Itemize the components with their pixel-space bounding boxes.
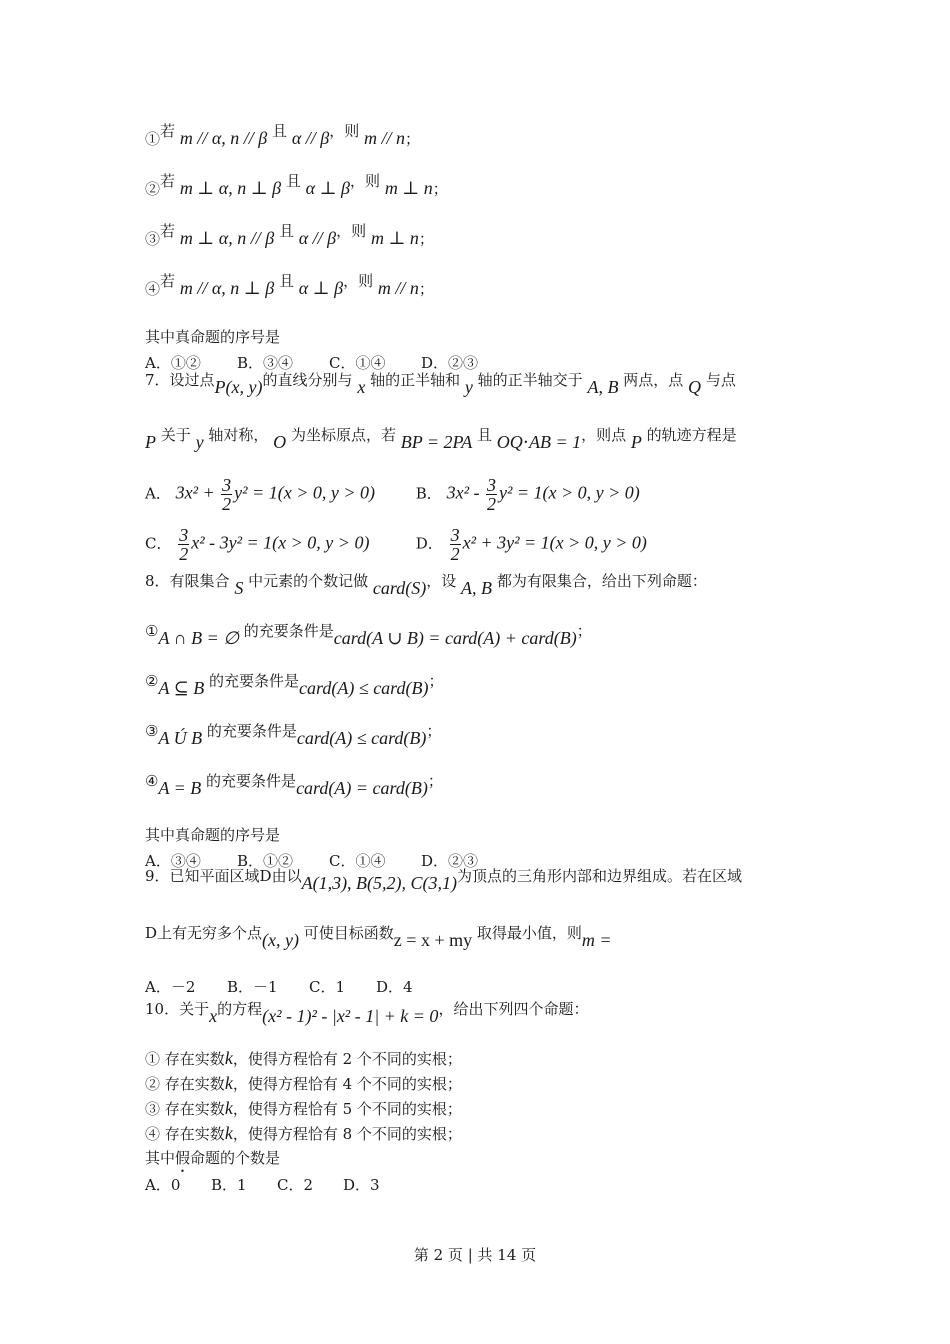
q6-prompt: 其中真命题的序号是 (145, 328, 281, 346)
q10-prop-1: ① 存在实数k，使得方程恰有 2 个不同的实根； (145, 1048, 462, 1068)
q8-option-c: C．①④ (329, 852, 386, 870)
q8-prop-1: ①A ∩ B = ∅ 的充要条件是card(A ∪ B) = card(A) + card(B)； (145, 622, 592, 648)
q9-option-c: C．1 (309, 978, 346, 996)
q7-option-d: D． $\frac{3}{2}$ x² + 3y² = 1(x > 0, y > 0) (415, 525, 647, 564)
q6-option-c: C．①④ (329, 354, 386, 372)
q7-options-row-1 (145, 476, 640, 513)
q10-option-b: B．1 (211, 1176, 247, 1194)
q10-options (145, 1174, 380, 1195)
q9-options (145, 976, 413, 997)
q8-option-a: A．③④ (145, 852, 201, 870)
q8-option-d: D．②③ (421, 852, 479, 870)
q9-stem-line-1: 9．已知平面区域D由以A(1,3), B(5,2), C(3,1)为顶点的三角形内部和边界组成。若在区域 (145, 867, 743, 893)
q6-option-d: D．②③ (421, 354, 479, 372)
q10-option-a: A．0 (145, 1176, 181, 1194)
q7-option-c: C． $\frac{3}{2}$ x² - 3y² = 1(x > 0, y > 0) (145, 525, 370, 564)
q8-prop-4: ④A = B 的充要条件是card(A) = card(B)； (145, 772, 443, 798)
q7-stem-line-2: P 关于 y 轴对称， O 为坐标原点，若 BP = 2PA 且 OQ⋅AB = 1，则点 P 的轨迹方程是 (145, 426, 737, 452)
q6-prop-3: ③若 m ⊥ α, n // β 且 α // β，则 m ⊥ n； (145, 222, 434, 248)
q10-prop-2: ② 存在实数k，使得方程恰有 4 个不同的实根； (145, 1073, 462, 1093)
q9-option-d: D．4 (376, 978, 413, 996)
q8-prompt: 其中真命题的序号是 (145, 826, 281, 844)
q7-option-b: B． 3x² - $\frac{3}{2}$ y² = 1(x > 0, y > 0) (415, 475, 640, 514)
q8-stem: 8．有限集合 S 中元素的个数记做 card(S)，设 A, B 都为有限集合，给出下列命题： (145, 572, 707, 598)
q10-option-c: C．2 (277, 1176, 314, 1194)
page-footer: 第 2 页 | 共 14 页 (413, 1246, 537, 1264)
q6-options (145, 352, 478, 373)
q6-option-a: A．①② (145, 354, 201, 372)
q6-prop-4: ④若 m // α, n ⊥ β 且 α ⊥ β，则 m // n； (145, 272, 434, 298)
q7-options-row-2 (145, 526, 647, 563)
q6-prop-2: ②若 m ⊥ α, n ⊥ β 且 α ⊥ β，则 m ⊥ n； (145, 172, 448, 198)
q7-stem-line-1: 7．设过点P(x, y)的直线分别与 x 轴的正半轴和 y 轴的正半轴交于 A, B 两点，点 Q 与点 (145, 371, 736, 397)
q10-prop-3: ③ 存在实数k，使得方程恰有 5 个不同的实根； (145, 1098, 462, 1118)
q10-option-d: D．3 (343, 1176, 380, 1194)
q6-option-b: B．③④ (237, 354, 294, 372)
q10-prompt: 其中假命题的个数是 (145, 1149, 281, 1167)
q10-stem: 10．关于x的方程(x² - 1)² - |x² - 1| + k = 0，给出下列四个命题： (145, 1000, 589, 1026)
q8-prop-2: ②A ⊆ B 的充要条件是card(A) ≤ card(B)； (145, 672, 444, 698)
q8-option-b: B．①② (237, 852, 294, 870)
q9-stem-line-2: D上有无穷多个点(x, y) 可使目标函数z = x + my 取得最小值，则m = (145, 924, 612, 950)
q8-prop-3: ③A Ú B 的充要条件是card(A) ≤ card(B)； (145, 722, 442, 748)
q10-prop-4: ④ 存在实数k，使得方程恰有 8 个不同的实根； (145, 1123, 462, 1143)
q9-option-b: B．－1 (227, 978, 278, 996)
q6-prop-1: ①若 m // α, n // β 且 α // β，则 m // n； (145, 122, 421, 148)
q7-option-a: A． 3x² + $\frac{3}{2}$ y² = 1(x > 0, y > 0) (145, 475, 375, 514)
emphasis-mark: 假 (175, 1149, 191, 1167)
q9-option-a: A．－2 (145, 978, 196, 996)
